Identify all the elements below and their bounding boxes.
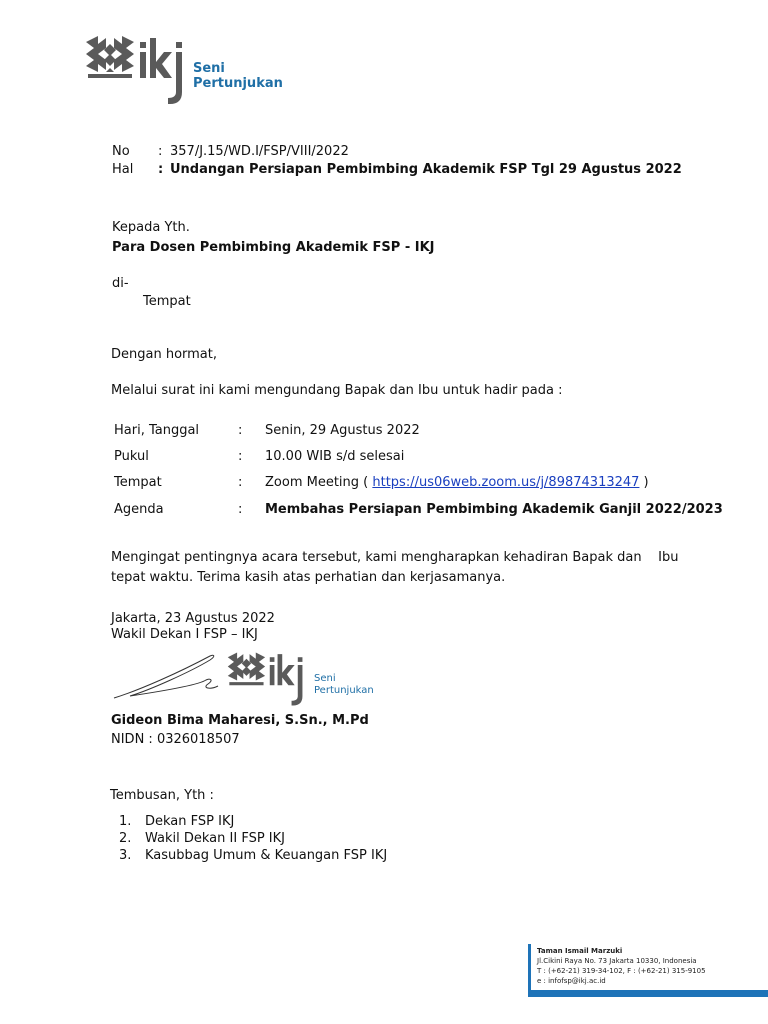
logo-line-2: Pertunjukan [193, 75, 283, 91]
footer-accent-bar [528, 944, 531, 990]
intro-text: Melalui surat ini kami mengundang Bapak dan Ibu untuk hadir pada : [111, 383, 563, 398]
subject-label: Hal [112, 162, 134, 177]
subject-value: Undangan Persiapan Pembimbing Akademik FSP Tgl 29 Agustus 2022 [170, 162, 682, 177]
time-colon: : [238, 449, 243, 464]
agenda-colon: : [238, 502, 243, 517]
closing-line-2: tepat waktu. Terima kasih atas perhatian dan kerjasamanya. [111, 570, 506, 585]
list-item: Wakil Dekan II FSP IKJ [145, 831, 285, 846]
recipient-place: Tempat [143, 294, 191, 309]
list-item-number: 3. [119, 848, 132, 863]
time-value: 10.00 WIB s/d selesai [265, 449, 405, 464]
venue-colon: : [238, 475, 243, 490]
footer-divider [528, 990, 768, 997]
logo-tagline [193, 62, 283, 92]
footer-line-4: e : infofsp@ikj.ac.id [537, 977, 606, 985]
stamp-line-1: Seni [314, 673, 336, 684]
footer-address [537, 946, 706, 986]
list-item-number: 1. [119, 814, 132, 829]
agenda-value: Membahas Persiapan Pembimbing Akademik Ganjil 2022/2023 [265, 502, 723, 517]
zoom-meeting-link[interactable]: https://us06web.zoom.us/j/89874313247 [372, 475, 640, 490]
letter-number-label: No [112, 144, 130, 159]
recipient-di: di- [112, 276, 129, 291]
venue-label: Tempat [114, 475, 162, 490]
date-value: Senin, 29 Agustus 2022 [265, 423, 420, 438]
footer-line-1: Taman Ismail Marzuki [537, 947, 623, 955]
list-item-number: 2. [119, 831, 132, 846]
signer-nidn: NIDN : 0326018507 [111, 732, 240, 747]
signer-name: Gideon Bima Maharesi, S.Sn., M.Pd [111, 713, 369, 728]
recipient-salutation: Kepada Yth. [112, 220, 190, 235]
agenda-label: Agenda [114, 502, 164, 517]
venue-value [265, 475, 649, 490]
ikj-emblem-icon [84, 34, 194, 106]
ikj-stamp-emblem-icon [226, 651, 312, 707]
stamp-tagline [314, 673, 374, 696]
venue-prefix: Zoom Meeting ( [265, 475, 373, 490]
letter-number-value: 357/J.15/WD.I/FSP/VIII/2022 [170, 144, 349, 159]
venue-suffix: ) [639, 475, 649, 490]
place-date: Jakarta, 23 Agustus 2022 [111, 611, 275, 626]
date-colon: : [238, 423, 243, 438]
date-label: Hari, Tanggal [114, 423, 200, 438]
cc-title: Tembusan, Yth : [110, 788, 214, 803]
letter-number-colon: : [158, 144, 163, 159]
closing-line-1: Mengingat pentingnya acara tersebut, kami mengharapkan kehadiran Bapak dan Ibu [111, 550, 679, 565]
signer-position: Wakil Dekan I FSP – IKJ [111, 627, 258, 642]
footer-line-2: Jl.Cikini Raya No. 73 Jakarta 10330, Indonesia [537, 957, 697, 965]
stamp-line-2: Pertunjukan [314, 684, 374, 696]
list-item: Dekan FSP IKJ [145, 814, 235, 829]
recipient-name: Para Dosen Pembimbing Akademik FSP - IKJ [112, 240, 435, 255]
list-item: Kasubbag Umum & Keuangan FSP IKJ [145, 848, 388, 863]
footer-line-3: T : (+62-21) 319-34-102, F : (+62-21) 315-9105 [537, 967, 706, 975]
logo-line-1: Seni [193, 61, 225, 76]
greeting: Dengan hormat, [111, 347, 218, 362]
time-label: Pukul [114, 449, 149, 464]
subject-colon: : [158, 162, 164, 177]
